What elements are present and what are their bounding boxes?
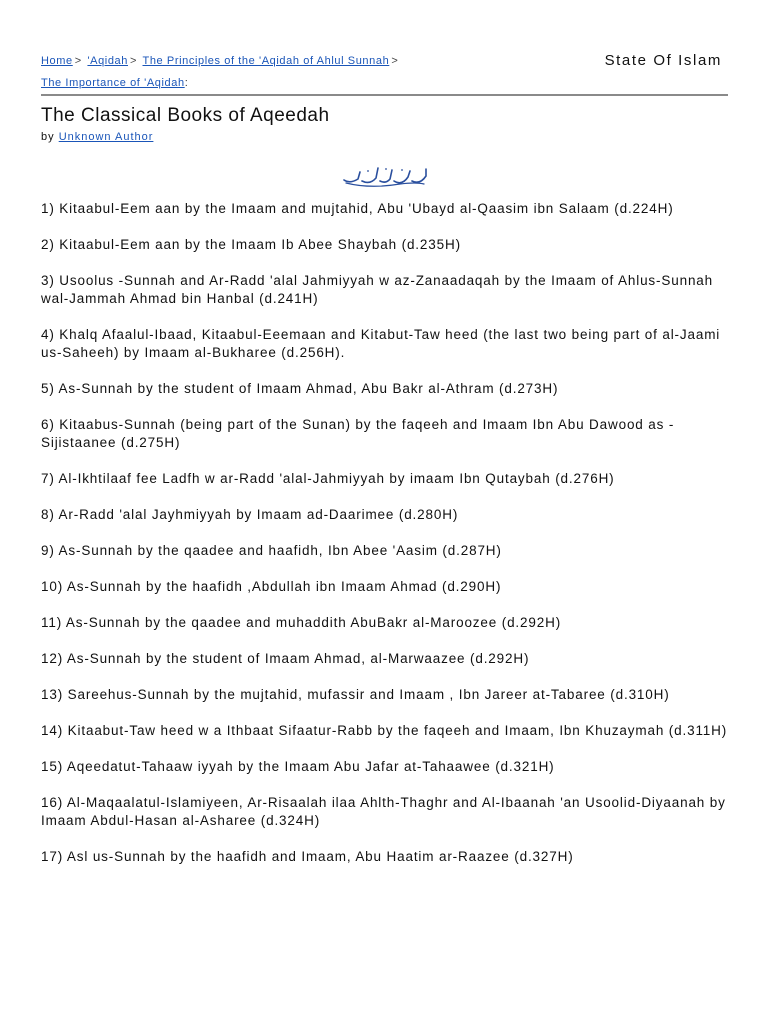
list-item: 7) Al-Ikhtilaaf fee Ladfh w ar-Radd 'alal-Jahmiyyah by imaam Ibn Qutaybah (d.276H): [41, 471, 615, 486]
list-item: 3) Usoolus -Sunnah and Ar-Radd 'alal Jahmiyyah w az-Zanaadaqah by the Imaam of Ahlus-Sunnah wal-Jammah Ahmad bin Hanbal (d.241H): [41, 273, 714, 306]
basmala-calligraphy: [41, 162, 728, 192]
breadcrumb-separator: >: [391, 55, 399, 67]
list-item: 9) As-Sunnah by the qaadee and haafidh, Ibn Abee 'Aasim (d.287H): [41, 543, 502, 558]
byline-prefix: by: [41, 131, 55, 143]
breadcrumb-trailing-colon: :: [184, 77, 189, 89]
list-item: 4) Khalq Afaalul-Ibaad, Kitaabul-Eeemaan and Kitabut-Taw heed (the last two being part of al-Jaami us-Saheeh) by Imaam al-Bukharee (d.256H).: [41, 327, 721, 360]
basmala-calligraphy-image: [340, 162, 430, 190]
site-title: State Of Islam: [604, 52, 722, 69]
breadcrumb-importance-link[interactable]: The Importance of 'Aqidah: [41, 77, 185, 89]
book-list: [41, 200, 728, 866]
list-item: 10) As-Sunnah by the haafidh ,Abdullah ibn Imaam Ahmad (d.290H): [41, 579, 502, 594]
breadcrumb-separator: >: [130, 55, 138, 67]
breadcrumb-principles-link[interactable]: The Principles of the 'Aqidah of Ahlul Sunnah: [142, 55, 390, 67]
list-item: 1) Kitaabul-Eem aan by the Imaam and mujtahid, Abu 'Ubayd al-Qaasim ibn Salaam (d.224H): [41, 201, 674, 216]
breadcrumb-aqidah-link[interactable]: 'Aqidah: [87, 55, 128, 67]
list-item: 14) Kitaabut-Taw heed w a Ithbaat Sifaatur-Rabb by the faqeeh and Imaam, Ibn Khuzaymah (d.311H): [41, 723, 728, 738]
breadcrumb-separator: >: [74, 55, 82, 67]
list-item: 15) Aqeedatut-Tahaaw iyyah by the Imaam Abu Jafar at-Tahaawee (d.321H): [41, 759, 555, 774]
breadcrumb: [41, 50, 561, 94]
list-item: 17) Asl us-Sunnah by the haafidh and Imaam, Abu Haatim ar-Raazee (d.327H): [41, 849, 574, 864]
list-item: 12) As-Sunnah by the student of Imaam Ahmad, al-Marwaazee (d.292H): [41, 651, 530, 666]
byline: [41, 130, 728, 144]
page-title: The Classical Books of Aqeedah: [41, 105, 330, 126]
breadcrumb-home-link[interactable]: Home: [41, 55, 73, 67]
document-page: [41, 0, 728, 884]
list-item: 8) Ar-Radd 'alal Jayhmiyyah by Imaam ad-Daarimee (d.280H): [41, 507, 459, 522]
author-link[interactable]: Unknown Author: [58, 131, 154, 143]
list-item: 11) As-Sunnah by the qaadee and muhaddith AbuBakr al-Maroozee (d.292H): [41, 615, 562, 630]
list-item: 6) Kitaabus-Sunnah (being part of the Sunan) by the faqeeh and Imaam Ibn Abu Dawood as -Sijistaanee (d.275H): [41, 417, 675, 450]
list-item: 13) Sareehus-Sunnah by the mujtahid, mufassir and Imaam , Ibn Jareer at-Tabaree (d.310H): [41, 687, 670, 702]
list-item: 5) As-Sunnah by the student of Imaam Ahmad, Abu Bakr al-Athram (d.273H): [41, 381, 559, 396]
list-item: 2) Kitaabul-Eem aan by the Imaam Ib Abee Shaybah (d.235H): [41, 237, 461, 252]
list-item: 16) Al-Maqaalatul-Islamiyeen, Ar-Risaalah ilaa Ahlth-Thaghr and Al-Ibaanah 'an Usoolid-Diyaanah by Imaam Abdul-Hasan al-Asharee (d.324H): [41, 795, 726, 828]
page-header: [41, 0, 728, 96]
